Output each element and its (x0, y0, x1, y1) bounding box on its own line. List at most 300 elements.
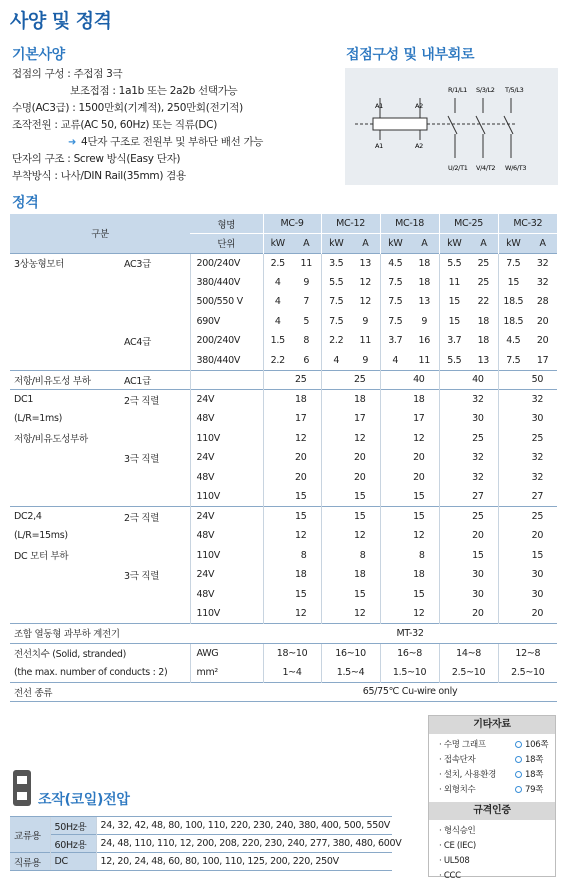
etc-item (429, 783, 555, 798)
voltage-label: 200/240V (190, 253, 263, 273)
awg-value: 12~8 (498, 643, 557, 663)
class-label: AC3급 (122, 253, 190, 273)
value-cell: 2.2 (321, 331, 351, 351)
model-header: MC-32 (498, 214, 557, 234)
table-row (10, 448, 557, 468)
value-cell: 27 (439, 487, 498, 507)
value-cell: 20 (498, 526, 557, 546)
voltage-label: 24V (190, 390, 263, 410)
wire-kind-label: 전선 종류 (10, 682, 263, 702)
class-label (122, 429, 190, 449)
value-cell: 15 (263, 487, 321, 507)
value-cell: 15 (498, 546, 557, 566)
spec-line-contacts: 접점의 구성 : 주접점 3극 (12, 68, 123, 80)
table-row (10, 468, 557, 488)
value-cell: 20 (380, 448, 439, 468)
value-cell: 27 (498, 487, 557, 507)
value-cell: 18 (380, 390, 439, 410)
class-label: 3극 직렬 (124, 453, 160, 465)
basic-spec-list (12, 66, 263, 185)
rating-header-row (10, 214, 557, 234)
table-row (10, 604, 557, 624)
unit-header: kW (498, 234, 528, 254)
group-label (10, 273, 122, 293)
voltage-label: 200/240V (190, 331, 263, 351)
voltage-label: 110V (190, 487, 263, 507)
value-cell: 17 (263, 409, 321, 429)
value-cell: 15 (380, 507, 439, 527)
value-cell: 20 (263, 468, 321, 488)
spec-line-mount: 부착방식 : 나사/DIN Rail(35mm) 겸용 (12, 170, 186, 182)
value-cell: 9 (303, 276, 310, 288)
table-row (10, 585, 557, 605)
spec-line-life: 수명(AC3급) : 1500만회(기계적), 250만회(전기적) (12, 102, 243, 114)
voltage-label: 48V (190, 585, 263, 605)
wire-kind-value: 65/75℃ Cu-wire only (263, 682, 557, 702)
value-cell: 11 (359, 335, 372, 347)
value-cell: 12 (359, 276, 372, 288)
value-cell: 18 (380, 565, 439, 585)
value-cell: 25 (498, 507, 557, 527)
class-label: 3극 직렬 (124, 570, 160, 582)
value-cell: 22 (477, 296, 490, 308)
terminal-r-label: R/1/L1 (448, 86, 467, 94)
terminal-w-label: W/6/T3 (505, 164, 527, 172)
coil-row (10, 853, 392, 871)
voltage-label: 24V (190, 565, 263, 585)
rating-table-wrap (10, 214, 557, 702)
class-label (122, 526, 190, 546)
awg-value: 18~10 (263, 643, 321, 663)
value-cell: 20 (321, 448, 380, 468)
value-cell: 13 (351, 253, 380, 273)
value-cell: 25 (498, 429, 557, 449)
value-cell: 28 (536, 296, 549, 308)
etc-item (429, 753, 555, 768)
etc-item-label: 접속단자 (443, 755, 476, 765)
table-row (10, 682, 557, 702)
class-label (122, 585, 190, 605)
value-cell: 12 (321, 604, 380, 624)
value-cell: 32 (439, 390, 498, 410)
table-row (10, 663, 557, 683)
class-label (122, 546, 190, 566)
bullet-icon: · (439, 755, 442, 765)
voltage-label: 48V (190, 468, 263, 488)
table-row (10, 565, 557, 585)
diagram-heading: 접점구성 및 내부회로 (346, 47, 475, 63)
overload-label: 조합 열동형 과부하 계전기 (10, 624, 263, 644)
value-cell: 32 (536, 276, 549, 288)
value-cell: 15 (439, 292, 469, 312)
value-cell: 18 (477, 315, 490, 327)
value-cell: 25 (439, 507, 498, 527)
cert-item (429, 824, 555, 839)
coil-cell: 50Hz용 (50, 817, 96, 835)
table-row (10, 507, 557, 527)
circle-icon (515, 741, 522, 748)
coil-cell: 직류용 (10, 853, 50, 871)
value-cell: 15 (439, 312, 469, 332)
value-cell: 17 (536, 354, 549, 366)
table-row (10, 351, 557, 371)
value-cell: 25 (477, 276, 490, 288)
voltage-label (190, 370, 263, 390)
value-cell: 50 (498, 370, 557, 390)
coil-cell: DC (50, 853, 96, 871)
value-cell: 12 (380, 604, 439, 624)
value-cell: 3.5 (321, 253, 351, 273)
table-row (10, 390, 557, 410)
value-cell: 11 (292, 253, 321, 273)
bullet-icon: · (439, 826, 442, 836)
value-cell: 30 (498, 565, 557, 585)
coil-cell: 24, 32, 42, 48, 80, 100, 110, 220, 230, 240, 380, 400, 500, 550V (96, 817, 392, 835)
value-cell: 20 (439, 526, 498, 546)
etc-item-label: 외형치수 (443, 785, 476, 795)
group-header: 구분 (10, 214, 190, 253)
coil-row (10, 817, 392, 835)
circle-icon (515, 756, 522, 763)
group-label: DC2,4 (10, 507, 122, 527)
value-cell: 4 (263, 292, 292, 312)
etc-item (429, 738, 555, 753)
value-cell: 5 (303, 315, 310, 327)
value-cell: 6 (303, 354, 310, 366)
value-cell: 20 (321, 468, 380, 488)
unit-header: A (351, 234, 380, 254)
group-label (10, 331, 122, 351)
table-row (10, 331, 557, 351)
cert-item (429, 854, 555, 869)
group-label (10, 487, 122, 507)
spec-line-terminal-text: 4단자 구조로 전원부 및 부하단 배선 가능 (81, 136, 264, 148)
class-label (122, 468, 190, 488)
value-cell: 15 (380, 585, 439, 605)
value-cell: 15 (498, 273, 528, 293)
value-cell: 30 (498, 585, 557, 605)
value-cell: 7.5 (321, 292, 351, 312)
wire-max-label: (the max. number of conducts : 2) (14, 666, 168, 678)
value-cell: 20 (536, 335, 549, 347)
coil-cell: 60Hz용 (50, 835, 96, 853)
value-cell: 4.5 (498, 331, 528, 351)
spec-line-aux: 보조접점 : 1a1b 또는 2a2b 선택가능 (70, 85, 238, 97)
coil-heading: 조작(코일)전압 (38, 792, 130, 808)
class-label (122, 292, 190, 312)
table-row (10, 409, 557, 429)
value-cell: 17 (321, 409, 380, 429)
unit-header: A (410, 234, 439, 254)
class-label (122, 312, 190, 332)
voltage-label: 690V (190, 312, 263, 332)
value-cell: 7.5 (321, 312, 351, 332)
value-cell: 30 (498, 409, 557, 429)
etc-item-page: 18쪽 (515, 768, 543, 783)
group-label (10, 604, 122, 624)
bullet-icon: · (439, 856, 442, 866)
group-label (10, 468, 122, 488)
circuit-diagram (345, 68, 558, 185)
group-label: (L/R=15ms) (14, 530, 68, 542)
value-cell: 5.5 (439, 253, 469, 273)
unit-header: kW (263, 234, 292, 254)
value-cell: 12 (380, 526, 439, 546)
class-label (122, 351, 190, 371)
coil-a2-bottom: A2 (415, 142, 423, 150)
value-cell: 30 (439, 585, 498, 605)
coil-row (10, 835, 392, 853)
terminal-v-label: V/4/T2 (476, 164, 496, 172)
table-row (10, 487, 557, 507)
spec-line-power: 조작전원 : 교류(AC 50, 60Hz) 또는 직류(DC) (12, 119, 217, 131)
mm-value: 2.5~10 (439, 663, 498, 683)
value-cell: 20 (263, 448, 321, 468)
value-cell: 15 (439, 546, 498, 566)
value-cell: 32 (528, 253, 557, 273)
value-cell: 7.5 (380, 292, 410, 312)
bullet-icon: · (439, 871, 442, 881)
unit-header: A (292, 234, 321, 254)
value-cell: 20 (498, 604, 557, 624)
value-cell: 18 (410, 253, 439, 273)
voltage-label: 380/440V (190, 351, 263, 371)
circle-icon (515, 786, 522, 793)
bullet-icon: · (439, 770, 442, 780)
value-cell: 4 (321, 351, 351, 371)
value-cell: 18 (321, 390, 380, 410)
class-label (122, 409, 190, 429)
mm-value: 1.5~4 (321, 663, 380, 683)
value-cell: 8 (380, 546, 439, 566)
table-row (10, 312, 557, 332)
value-cell: 7.5 (498, 253, 528, 273)
value-cell: 9 (421, 315, 428, 327)
value-cell: 30 (439, 565, 498, 585)
voltage-label: 48V (190, 409, 263, 429)
table-row (10, 643, 557, 663)
voltage-label: 48V (190, 526, 263, 546)
value-cell: 1.5 (263, 331, 292, 351)
coil-icon (10, 768, 36, 808)
coil-a2-top: A2 (415, 102, 423, 110)
value-cell: 18.5 (498, 312, 528, 332)
group-label (10, 448, 122, 468)
table-row (10, 546, 557, 566)
value-cell: 11 (418, 354, 431, 366)
bullet-icon: · (439, 785, 442, 795)
table-row (10, 292, 557, 312)
value-cell: 3.7 (380, 331, 410, 351)
value-cell: 18 (418, 276, 431, 288)
etc-item (429, 768, 555, 783)
group-label (10, 292, 122, 312)
value-cell: 15 (263, 507, 321, 527)
value-cell: 32 (439, 468, 498, 488)
value-cell: 12 (263, 526, 321, 546)
class-label (122, 604, 190, 624)
mm-unit: mm² (190, 663, 263, 683)
value-cell: 4 (263, 312, 292, 332)
value-cell: 7.5 (498, 351, 528, 371)
coil-a1-top: A1 (375, 102, 383, 110)
value-cell: 4.5 (380, 253, 410, 273)
table-row (10, 624, 557, 644)
value-cell: 18 (263, 390, 321, 410)
basic-spec-heading: 기본사양 (12, 47, 65, 63)
value-cell: 3.7 (439, 331, 469, 351)
value-cell: 5.5 (439, 351, 469, 371)
class-label: 2극 직렬 (122, 390, 190, 410)
circle-icon (515, 771, 522, 778)
table-row (10, 526, 557, 546)
value-cell: 2.5 (263, 253, 292, 273)
value-cell: 5.5 (321, 273, 351, 293)
value-cell: 4 (263, 273, 292, 293)
awg-value: 16~10 (321, 643, 380, 663)
cert-label: UL508 (443, 856, 470, 866)
overload-value: MT-32 (263, 624, 557, 644)
bullet-icon: · (439, 841, 442, 851)
coil-table (10, 816, 402, 871)
value-cell: 15 (321, 507, 380, 527)
rating-table (10, 214, 557, 702)
value-cell: 8 (321, 546, 380, 566)
mm-value: 1.5~10 (380, 663, 439, 683)
voltage-label: 24V (190, 507, 263, 527)
voltage-label: 380/440V (190, 273, 263, 293)
value-cell: 13 (418, 296, 431, 308)
value-cell: 7.5 (380, 312, 410, 332)
value-cell: 32 (498, 468, 557, 488)
value-cell: 18.5 (498, 292, 528, 312)
value-cell: 20 (536, 315, 549, 327)
awg-value: 16~8 (380, 643, 439, 663)
value-cell: 20 (439, 604, 498, 624)
unit-label: 단위 (190, 234, 263, 254)
rating-heading: 정격 (12, 195, 39, 211)
terminal-s-label: S/3/L2 (476, 86, 495, 94)
value-cell: 12 (359, 296, 372, 308)
value-cell: 40 (439, 370, 498, 390)
value-cell: 8 (303, 335, 310, 347)
value-cell: 32 (498, 448, 557, 468)
etc-reference-box (428, 715, 556, 881)
unit-header: A (528, 234, 557, 254)
group-label: 저항/비유도성 부하 (10, 370, 122, 390)
model-header: MC-25 (439, 214, 498, 234)
value-cell: 12 (321, 526, 380, 546)
group-label (10, 312, 122, 332)
voltage-label: 110V (190, 604, 263, 624)
value-cell: 8 (263, 546, 321, 566)
value-cell: 15 (321, 585, 380, 605)
group-label: (L/R=1ms) (14, 413, 63, 425)
class-label: 2극 직렬 (122, 507, 190, 527)
terminal-u-label: U/2/T1 (448, 164, 468, 172)
coil-cell: 교류용 (10, 817, 50, 853)
arrow-right-icon: ➜ (68, 137, 77, 148)
page-title: 사양 및 정격 (10, 10, 112, 32)
table-row (10, 273, 557, 293)
voltage-label: 24V (190, 448, 263, 468)
voltage-label: 110V (190, 546, 263, 566)
table-row (10, 429, 557, 449)
cert-heading: 규격인증 (429, 802, 555, 820)
group-label (10, 585, 122, 605)
voltage-label: 110V (190, 429, 263, 449)
value-cell: 40 (380, 370, 439, 390)
unit-header: kW (380, 234, 410, 254)
value-cell: 18 (263, 565, 321, 585)
etc-item-label: 설치, 사용환경 (443, 770, 497, 780)
value-cell: 7.5 (380, 273, 410, 293)
table-row (10, 370, 557, 390)
value-cell: 13 (477, 354, 490, 366)
class-label (122, 487, 190, 507)
value-cell: 9 (362, 315, 369, 327)
wire-size-label: 전선치수 (Solid, stranded) (10, 643, 190, 663)
value-cell: 30 (439, 409, 498, 429)
awg-value: 14~8 (439, 643, 498, 663)
spec-line-structure: 단자의 구조 : Screw 방식(Easy 단자) (12, 153, 181, 165)
value-cell: 15 (380, 487, 439, 507)
value-cell: 20 (380, 468, 439, 488)
awg-unit: AWG (190, 643, 263, 663)
value-cell: 32 (439, 448, 498, 468)
value-cell: 25 (439, 429, 498, 449)
etc-item-label: 수명 그래프 (443, 740, 486, 750)
circuit-diagram-svg (345, 68, 558, 185)
etc-heading: 기타자료 (429, 716, 555, 734)
terminal-t-label: T/5/L3 (505, 86, 524, 94)
value-cell: 12 (263, 604, 321, 624)
value-cell: 12 (263, 429, 321, 449)
unit-header: A (469, 234, 498, 254)
group-label (10, 565, 122, 585)
class-label: AC4급 (124, 336, 151, 348)
model-label: 형명 (190, 214, 263, 234)
value-cell: 18 (477, 335, 490, 347)
cert-item (429, 869, 555, 884)
unit-header: kW (439, 234, 469, 254)
etc-item-page: 79쪽 (515, 783, 543, 798)
value-cell: 32 (498, 390, 557, 410)
mm-value: 2.5~10 (498, 663, 557, 683)
value-cell: 2.2 (263, 351, 292, 371)
cert-item (429, 839, 555, 854)
etc-item-page: 18쪽 (515, 753, 543, 768)
coil-cell: 12, 20, 24, 48, 60, 80, 100, 110, 125, 200, 220, 250V (96, 853, 392, 871)
model-header: MC-12 (321, 214, 380, 234)
value-cell: 12 (321, 429, 380, 449)
value-cell: 15 (321, 487, 380, 507)
value-cell: 25 (469, 253, 498, 273)
mm-value: 1~4 (263, 663, 321, 683)
group-label: DC1 (10, 390, 122, 410)
value-cell: 11 (439, 273, 469, 293)
value-cell: 9 (362, 354, 369, 366)
value-cell: 25 (263, 370, 321, 390)
cert-label: CE (IEC) (443, 841, 476, 851)
value-cell: 7 (303, 296, 310, 308)
value-cell: 15 (263, 585, 321, 605)
value-cell: 16 (418, 335, 431, 347)
group-label: DC 모터 부하 (14, 551, 69, 563)
coil-table-wrap (10, 816, 402, 871)
value-cell: 12 (380, 429, 439, 449)
value-cell: 18 (321, 565, 380, 585)
